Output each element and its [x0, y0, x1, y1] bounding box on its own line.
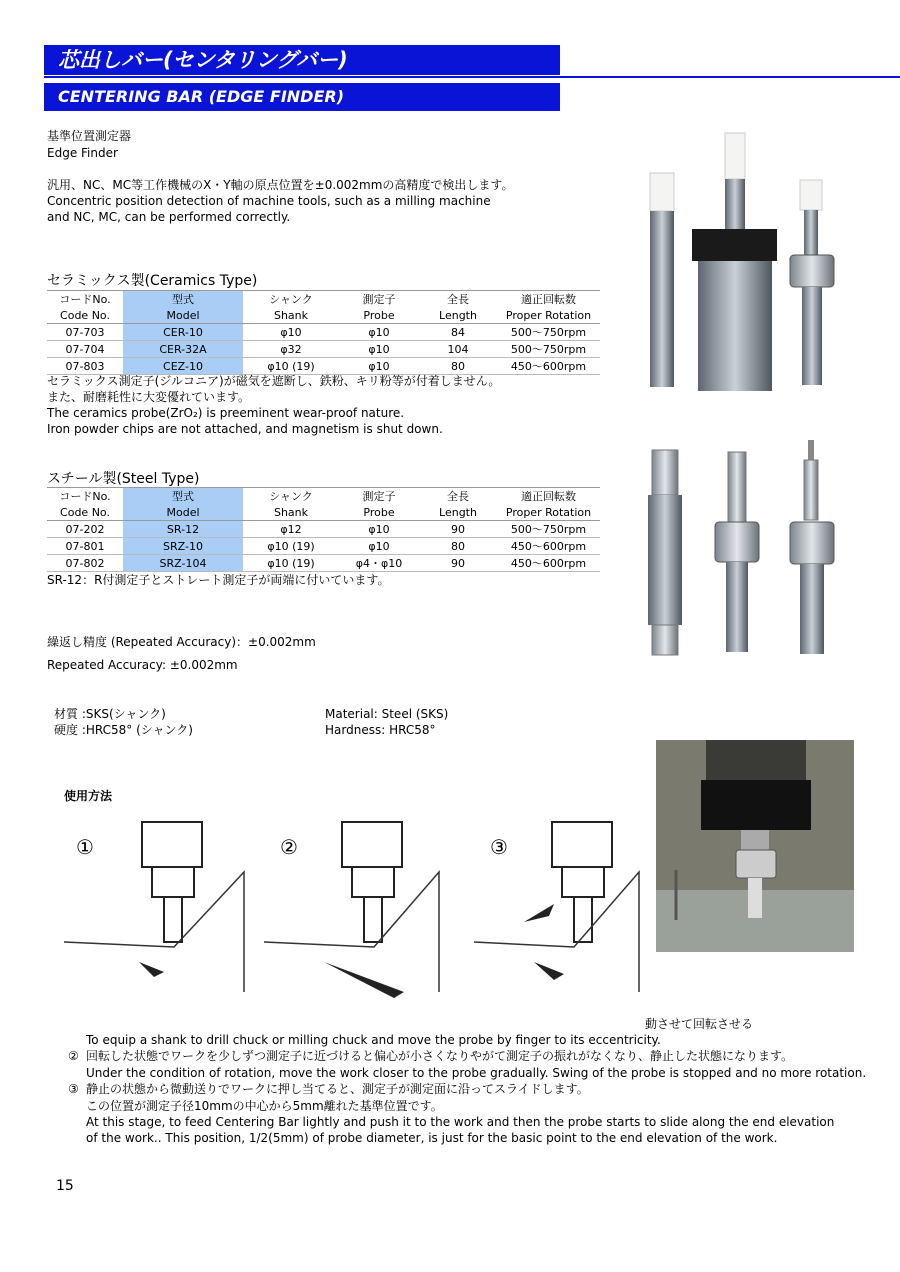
ceramics-heading: セラミックス製(Ceramics Type) — [47, 273, 258, 289]
usage-line-4-jp: この位置が測定子径10mmの中心から5mm離れた基準位置です。 — [86, 1099, 443, 1113]
usage-heading: 使用方法 — [64, 789, 113, 803]
steel-shank — [648, 495, 682, 625]
hardness-en: Hardness: HRC58° — [325, 723, 436, 737]
col-header-length-jp: 全長 — [419, 291, 497, 308]
table-row — [47, 358, 600, 375]
col-header-rotation-jp: 適正回転数 — [497, 488, 600, 505]
usage-step-3 — [474, 822, 639, 992]
table-row — [47, 521, 600, 538]
accuracy-en: Repeated Accuracy: ±0.002mm — [47, 658, 238, 672]
bearing-ring — [790, 522, 834, 564]
cell-code: 07-802 — [47, 555, 123, 572]
step-3-label: ③ — [490, 835, 508, 859]
usage-line-3-jp: 静止の状態から微動送りでワークに押し当てると、測定子が測定面に沿ってスライドします。 — [86, 1082, 589, 1096]
cell-probe: φ10 — [339, 358, 419, 375]
usage-cut-text: 動させて回転させる — [645, 1017, 754, 1031]
bearing-ring — [790, 255, 834, 287]
ceramic-body — [698, 261, 772, 391]
table-row — [47, 324, 600, 341]
usage-step-1 — [64, 822, 244, 992]
steel-shank — [726, 562, 748, 652]
material-jp: 材質 :SKS(シャンク) — [54, 707, 166, 721]
bearing-ring — [715, 522, 759, 562]
ceramics-spec-table — [47, 290, 600, 375]
ceramics-note-en-2: Iron powder chips are not attached, and magnetism is shut down. — [47, 422, 443, 436]
usage-line-2-en: Under the condition of rotation, move the work closer to the probe gradually. Swing of the probe is stopped and no more rotation. — [86, 1066, 867, 1080]
ceramics-note-en-1: The ceramics probe(ZrO₂) is preeminent wear-proof nature. — [47, 406, 405, 420]
col-header-length-en: Length — [419, 307, 497, 324]
col-header-shank-en: Shank — [243, 504, 339, 521]
col-header-code-jp: コードNo. — [47, 291, 123, 308]
usage-line-1-en: To equip a shank to drill chuck or milling chuck and move the probe by finger to its eccentricity. — [86, 1033, 661, 1047]
ceramic-shank — [650, 211, 674, 387]
steel-spec-table — [47, 487, 600, 572]
col-header-model-en: Model — [123, 504, 243, 521]
usage-step-3-mark: ③ — [68, 1082, 79, 1096]
usage-line-2-jp: 回転した状態でワークを少しずつ測定子に近づけると偏心が小さくなりやがて測定子の振れがなくなり、静止した状態になります。 — [86, 1049, 794, 1063]
page-title: 芯出しバー(センタリングバー) — [44, 45, 560, 75]
table-row — [47, 555, 600, 572]
cell-shank: φ10 — [243, 324, 339, 341]
ceramic-probe-tip — [800, 180, 822, 210]
cell-rotation: 500～750rpm — [497, 341, 600, 358]
cell-shank: φ10 (19) — [243, 538, 339, 555]
col-header-probe-jp: 測定子 — [339, 291, 419, 308]
col-header-length-jp: 全長 — [419, 488, 497, 505]
col-header-code-en: Code No. — [47, 307, 123, 324]
col-header-shank-jp: シャンク — [243, 488, 339, 505]
cell-length: 104 — [419, 341, 497, 358]
cell-code: 07-703 — [47, 324, 123, 341]
col-header-model-jp: 型式 — [123, 291, 243, 308]
cell-length: 80 — [419, 538, 497, 555]
ceramics-note-jp-2: また、耐磨耗性に大変優れています。 — [47, 390, 251, 404]
usage-diagram — [54, 812, 644, 1026]
in-use-photo — [656, 740, 854, 952]
col-header-shank-en: Shank — [243, 307, 339, 324]
material-en: Material: Steel (SKS) — [325, 707, 449, 721]
steel-probe-tip — [652, 450, 678, 495]
cell-model: CER-10 — [123, 324, 243, 341]
cell-probe: φ10 — [339, 538, 419, 555]
title-divider — [44, 76, 900, 78]
cell-model: SR-12 — [123, 521, 243, 538]
cell-rotation: 500～750rpm — [497, 324, 600, 341]
col-header-rotation-jp: 適正回転数 — [497, 291, 600, 308]
steel-probe — [804, 460, 818, 520]
table-row — [47, 341, 600, 358]
ceramic-stem — [804, 210, 818, 255]
col-header-shank-jp: シャンク — [243, 291, 339, 308]
page-subtitle: CENTERING BAR (EDGE FINDER) — [44, 83, 560, 111]
col-header-rotation-en: Proper Rotation — [497, 307, 600, 324]
cell-shank: φ10 (19) — [243, 358, 339, 375]
steel-probe-tip — [652, 625, 678, 655]
ceramic-probe-tip — [725, 133, 745, 179]
col-header-model-en: Model — [123, 307, 243, 324]
intro-jp-heading: 基準位置測定器 — [47, 129, 132, 143]
cell-model: CEZ-10 — [123, 358, 243, 375]
col-header-code-en: Code No. — [47, 504, 123, 521]
cell-model: SRZ-104 — [123, 555, 243, 572]
usage-step-2 — [264, 822, 439, 998]
steel-shank — [800, 564, 824, 654]
usage-step-2-mark: ② — [68, 1049, 79, 1063]
cell-rotation: 450～600rpm — [497, 538, 600, 555]
page-number: 15 — [56, 1178, 74, 1194]
ceramic-edge-finders-photo — [630, 125, 840, 395]
cell-rotation: 450～600rpm — [497, 358, 600, 375]
col-header-model-jp: 型式 — [123, 488, 243, 505]
ceramic-shank — [802, 287, 822, 385]
intro-jp-desc: 汎用、NC、MC等工作機械のX・Y軸の原点位置を±0.002mmの高精度で検出します。 — [47, 178, 514, 192]
ceramics-note-jp-1: セラミックス測定子(ジルコニア)が磁気を遮断し、鉄粉、キリ粉等が付着しません。 — [47, 374, 501, 388]
cell-shank: φ10 (19) — [243, 555, 339, 572]
steel-probe — [808, 440, 814, 460]
step-1-label: ① — [76, 835, 94, 859]
steel-note: SR-12：R付測定子とストレート測定子が両端に付いています。 — [47, 573, 390, 587]
cell-rotation: 450～600rpm — [497, 555, 600, 572]
cell-code: 07-704 — [47, 341, 123, 358]
cell-model: SRZ-10 — [123, 538, 243, 555]
cell-length: 80 — [419, 358, 497, 375]
cell-probe: φ10 — [339, 341, 419, 358]
usage-line-4-en-2: of the work.. This position, 1/2(5mm) of probe diameter, is just for the basic point to the end elevation of the work. — [86, 1131, 778, 1145]
cell-shank: φ32 — [243, 341, 339, 358]
steel-probe — [728, 452, 746, 522]
cell-probe: φ10 — [339, 324, 419, 341]
col-header-probe-jp: 測定子 — [339, 488, 419, 505]
intro-en-desc-1: Concentric position detection of machine tools, such as a milling machine — [47, 194, 491, 208]
cell-code: 07-202 — [47, 521, 123, 538]
table-row — [47, 538, 600, 555]
col-header-probe-en: Probe — [339, 504, 419, 521]
cell-code: 07-803 — [47, 358, 123, 375]
cell-model: CER-32A — [123, 341, 243, 358]
hardness-jp: 硬度 :HRC58° (シャンク) — [54, 723, 193, 737]
step-2-label: ② — [280, 835, 298, 859]
black-collar — [692, 229, 777, 261]
cell-code: 07-801 — [47, 538, 123, 555]
col-header-probe-en: Probe — [339, 307, 419, 324]
ceramic-shank — [725, 179, 745, 229]
cell-rotation: 500～750rpm — [497, 521, 600, 538]
cell-probe: φ4・φ10 — [339, 555, 419, 572]
cell-length: 90 — [419, 555, 497, 572]
cell-probe: φ10 — [339, 521, 419, 538]
steel-edge-finders-photo — [640, 440, 850, 665]
stray-letter: C — [632, 374, 641, 388]
ceramic-probe-tip — [650, 173, 674, 211]
col-header-rotation-en: Proper Rotation — [497, 504, 600, 521]
accuracy-jp: 繰返し精度 (Repeated Accuracy)：±0.002mm — [47, 635, 316, 649]
intro-en-desc-2: and NC, MC, can be performed correctly. — [47, 210, 291, 224]
cell-shank: φ12 — [243, 521, 339, 538]
cell-length: 90 — [419, 521, 497, 538]
cell-length: 84 — [419, 324, 497, 341]
col-header-length-en: Length — [419, 504, 497, 521]
intro-en-heading: Edge Finder — [47, 146, 118, 160]
col-header-code-jp: コードNo. — [47, 488, 123, 505]
steel-heading: スチール製(Steel Type) — [47, 471, 200, 487]
usage-line-4-en-1: At this stage, to feed Centering Bar lightly and push it to the work and then the probe starts to slide along the end elevation — [86, 1115, 835, 1129]
